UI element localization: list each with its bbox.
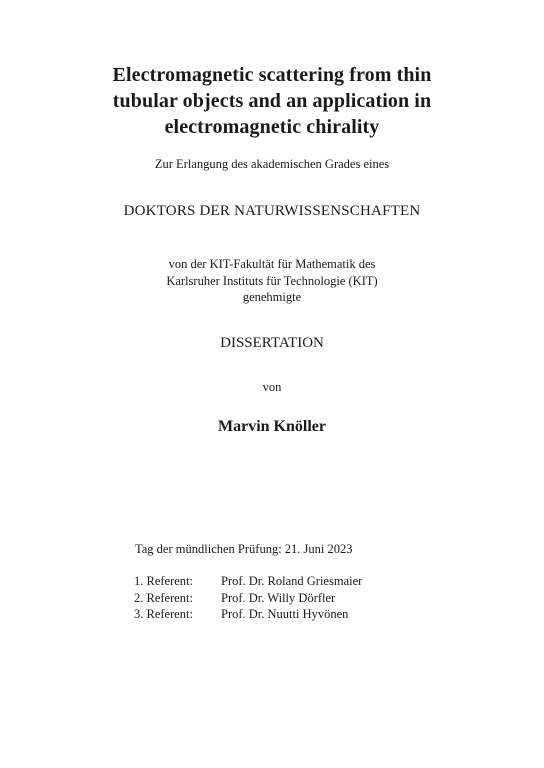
thesis-title-line: electromagnetic chirality (164, 116, 380, 138)
referee-name: Prof. Dr. Roland Griesmaier (221, 574, 363, 588)
referee-name: Prof. Dr. Nuutti Hyvönen (221, 607, 349, 621)
referee-row (134, 606, 362, 623)
referee-row (134, 573, 362, 590)
thesis-title (0, 62, 544, 140)
author-name: Marvin Knöller (218, 418, 326, 435)
thesis-title-line: tubular objects and an application in (112, 90, 432, 112)
faculty-approval (0, 256, 544, 306)
referee-label: 3. Referent: (134, 607, 194, 621)
faculty-line: Karlsruher Instituts für Technologie (KIT) (166, 273, 378, 288)
referee-row (134, 590, 362, 607)
referee-name: Prof. Dr. Willy Dörfler (221, 590, 336, 605)
referee-list (134, 573, 362, 623)
referee-label: 2. Referent: (134, 590, 194, 605)
degree-name: DOKTORS DER NATURWISSENSCHAFTEN (123, 203, 421, 219)
by-text: von (262, 380, 282, 394)
referee-label: 1. Referent: (134, 574, 194, 588)
faculty-line: genehmigte (242, 290, 302, 304)
faculty-line: von der KIT-Fakultät für Mathematik des (168, 257, 376, 271)
degree-purpose-text: Zur Erlangung des akademischen Grades eines (154, 157, 390, 171)
document-type: DISSERTATION (220, 335, 324, 351)
thesis-title-line: Electromagnetic scattering from thin (112, 64, 432, 86)
exam-date: Tag der mündlichen Prüfung: 21. Juni 2023 (135, 542, 353, 556)
